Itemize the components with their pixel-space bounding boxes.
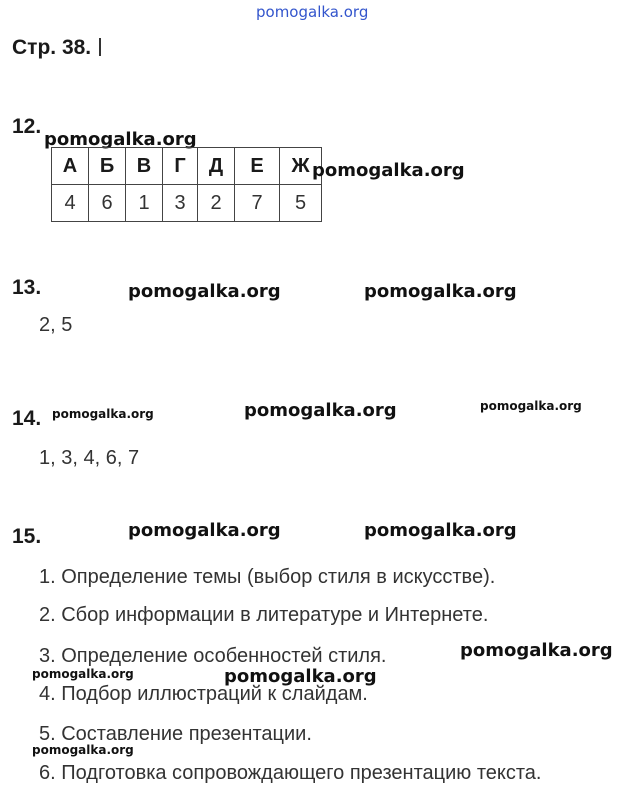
watermark: pomogalka.org [44, 129, 197, 150]
table-cell-number: 1 [126, 185, 163, 222]
list-item: 1. Определение темы (выбор стиля в искусстве). [39, 566, 496, 588]
watermark: pomogalka.org [32, 667, 134, 681]
table-cell-number: 5 [280, 185, 322, 222]
table-cell-letter: Е [235, 148, 280, 185]
text-cursor [99, 38, 101, 56]
watermark: pomogalka.org [52, 407, 154, 421]
watermark: pomogalka.org [128, 520, 281, 541]
task-13-answer: 2, 5 [39, 314, 73, 336]
watermark: pomogalka.org [224, 666, 377, 687]
table-row-numbers [52, 185, 322, 222]
table-cell-letter: А [52, 148, 89, 185]
table-cell-letter: Д [198, 148, 235, 185]
list-item: 3. Определение особенностей стиля. [39, 645, 387, 667]
watermark: pomogalka.org [364, 281, 517, 302]
watermark: pomogalka.org [312, 160, 465, 181]
page-heading-text: Стр. 38. [12, 36, 92, 59]
list-item: 2. Сбор информации в литературе и Интернете. [39, 604, 489, 626]
watermark-top: pomogalka.org [256, 3, 369, 21]
watermark: pomogalka.org [364, 520, 517, 541]
watermark: pomogalka.org [128, 281, 281, 302]
page-heading [12, 36, 101, 60]
table-cell-letter: Б [89, 148, 126, 185]
list-item: 5. Составление презентации. [39, 723, 312, 745]
watermark: pomogalka.org [460, 640, 613, 661]
task-14-number: 14. [12, 407, 42, 430]
table-cell-number: 2 [198, 185, 235, 222]
task-15-number: 15. [12, 525, 42, 548]
table-row-letters [52, 148, 322, 185]
task-14-answer: 1, 3, 4, 6, 7 [39, 447, 140, 469]
table-cell-number: 3 [163, 185, 198, 222]
table-cell-letter: В [126, 148, 163, 185]
watermark: pomogalka.org [32, 743, 134, 757]
list-item: 6. Подготовка сопровождающего презентацию текста. [39, 762, 542, 784]
table-cell-number: 7 [235, 185, 280, 222]
task-13-number: 13. [12, 276, 42, 299]
table-cell-letter: Г [163, 148, 198, 185]
table-cell-letter: Ж [280, 148, 322, 185]
table-cell-number: 6 [89, 185, 126, 222]
watermark: pomogalka.org [480, 399, 582, 413]
list-item: 4. Подбор иллюстраций к слайдам. [39, 683, 368, 705]
table-cell-number: 4 [52, 185, 89, 222]
watermark: pomogalka.org [244, 400, 397, 421]
task-12-number: 12. [12, 115, 42, 138]
answer-table [51, 147, 322, 222]
